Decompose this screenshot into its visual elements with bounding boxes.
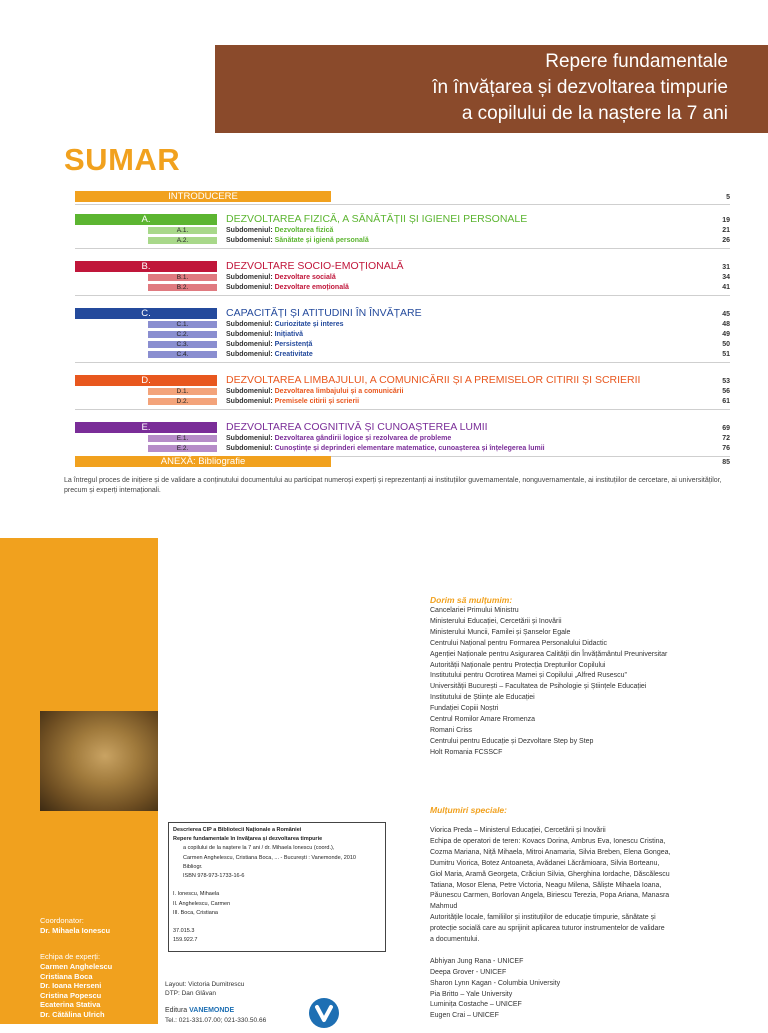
subdomain-page: 48 [722, 321, 730, 328]
subdomain-name: Cunoștințe și deprinderi elementare matematice, cunoașterea și înțelegerea lumii [274, 445, 545, 452]
cip-line: II. Anghelescu, Carmen [173, 900, 231, 907]
subdomain-code: D.1. [148, 388, 217, 395]
subdomain-line [226, 387, 403, 396]
special-thanks-item: Viorica Preda – Ministerul Educației, Cercetării și Inovării [430, 827, 606, 834]
subdomain-prefix: Subdomeniul: [226, 435, 273, 442]
subdomain-prefix: Subdomeniul: [226, 388, 273, 395]
subdomain-name: Sănătate și igienă personală [274, 237, 369, 244]
cip-line: Bibliogr. [183, 863, 203, 870]
subdomain-code: E.1. [148, 435, 217, 442]
expert-name: Cristiana Boca [40, 971, 93, 981]
special-thanks-item: Tatiana, Mosor Elena, Petre Victoria, Neagu Milena, Săliște Mihaela Ioana, [430, 881, 662, 889]
subdomain-name: Premisele citirii și scrierii [274, 398, 360, 405]
thanks-item: Institutului de Științe ale Educației [430, 694, 535, 702]
subdomain-code: A.2. [148, 237, 217, 244]
special-thanks-item: Păunescu Carmen, Borlovan Angela, Biriescu Terezia, Popa Ariana, Manasra [430, 892, 670, 900]
subdomain-code: C.2. [148, 331, 217, 338]
title-line-2: în învățarea și dezvoltarea timpurie [432, 77, 728, 98]
section-page: 69 [722, 425, 730, 432]
toc-rule [75, 248, 730, 249]
special-thanks-item: Sharon Lynn Kagan - Columbia University [430, 979, 561, 987]
special-thanks-item: Pia Britto – Yale University [430, 990, 513, 998]
subdomain-page: 21 [722, 227, 730, 234]
thanks-item: Romani Criss [430, 726, 473, 734]
section-title: DEZVOLTAREA LIMBAJULUI, A COMUNICĂRII ȘI A PREMISELOR CITIRII ȘI SCRIERII [226, 374, 641, 386]
contributors-note: La întregul proces de inițiere și de validare a conținutului documentului au participat numeroși experți și reprezentanți ai instituțiilor guvernamentale, nonguvernamentale, ai instituțiilor de cercetare, ai universităților, precum și experți internaționali. [64, 477, 722, 494]
subdomain-page: 34 [722, 274, 730, 281]
subdomain-name: Dezvoltarea limbajului și a comunicării [274, 388, 404, 395]
section-title: CAPACITĂȚI ȘI ATITUDINI ÎN ÎNVĂȚARE [226, 307, 422, 319]
section-page: 45 [722, 311, 730, 318]
cip-line: ISBN 978-973-1733-16-6 [183, 873, 245, 879]
special-thanks-heading: Mulțumiri speciale: [430, 805, 507, 815]
toc-rule [75, 362, 730, 363]
subdomain-name: Dezvoltarea fizică [274, 227, 334, 234]
subdomain-code: A.1. [148, 227, 217, 234]
cip-line: III. Boca, Cristiana [173, 909, 218, 916]
title-line-1: Repere fundamentale [545, 51, 728, 72]
experts-label: Echipa de experți: [40, 952, 101, 961]
subdomain-page: 56 [722, 388, 730, 395]
section-letter-bar: B. [75, 261, 217, 272]
thanks-item: Holt Romania FCSSCF [430, 748, 503, 756]
section-letter-bar: E. [75, 422, 217, 433]
cip-box [168, 822, 386, 952]
subdomain-line [226, 330, 303, 339]
subdomain-name: Dezvoltare socială [274, 274, 336, 281]
title-banner [215, 45, 768, 133]
section-page: 31 [722, 264, 730, 271]
subdomain-line [226, 283, 349, 292]
subdomain-name: Dezvoltarea gândirii logice și rezolvarea de probleme [274, 435, 452, 442]
special-thanks-item: a documentului. [430, 936, 480, 943]
title-line-3: a copilului de la naștere la 7 ani [461, 103, 728, 124]
section-letter-bar: D. [75, 375, 217, 386]
subdomain-code: B.2. [148, 284, 217, 291]
special-thanks-item: Deepa Grover - UNICEF [430, 968, 507, 976]
subdomain-page: 49 [722, 331, 730, 338]
cip-line: Descrierea CIP a Bibliotecii Naționale a României [173, 827, 302, 833]
thanks-item: Centrului Național pentru Formarea Personalului Didactic [430, 639, 608, 647]
section-letter-bar: A. [75, 214, 217, 225]
special-thanks-item: Dumitru Viorica, Botez Antoaneta, Avădanei Lăcrămioara, Silvia Borteanu, [430, 859, 660, 867]
toc-heading: SUMAR [64, 142, 181, 177]
special-thanks-item: Autoritățile locale, familiilor și instituțiilor de educație timpurie, sănătate și [430, 914, 656, 922]
thanks-item: Ministerului Educației, Cercetării și Inovării [430, 617, 562, 625]
coordonator-name: Dr. Mihaela Ionescu [40, 926, 111, 935]
subdomain-code: B.1. [148, 274, 217, 281]
thanks-item: Ministerului Muncii, Familei și Șanselor Egale [430, 628, 571, 636]
thanks-item: Centrul Romilor Amare Rromenza [430, 716, 536, 723]
subdomain-code: C.3. [148, 341, 217, 348]
subdomain-name: Creativitate [274, 351, 313, 358]
thanks-item: Institutului pentru Ocrotirea Mamei și Copilului „Alfred Rusescu” [430, 672, 627, 680]
special-thanks-item: protecție socială care au sprijinit aplicarea tuturor instrumentelor de validare [430, 925, 665, 933]
anexa-bar: ANEXĂ: Bibliografie [75, 456, 331, 467]
subdomain-page: 61 [722, 398, 730, 405]
special-thanks-item: Eugen Crai – UNICEF [430, 1012, 499, 1020]
cip-line: I. Ionescu, Mihaela [173, 891, 220, 898]
publisher-name: VANEMONDE [189, 1007, 235, 1014]
section-letter-bar: C. [75, 308, 217, 319]
cip-line: 37.015.3 [173, 928, 195, 935]
subdomain-name: Inițiativă [274, 331, 304, 338]
thanks-heading: Dorim să mulțumim: [430, 595, 513, 605]
cip-line: Repere fundamentale în învățarea și dezvoltarea timpurie [173, 836, 323, 843]
cip-line: 159.922.7 [173, 937, 198, 944]
subdomain-code: D.2. [148, 398, 217, 405]
toc-rule [75, 409, 730, 410]
publisher-prefix: Editura [165, 1007, 188, 1014]
thanks-item: Universității București – Facultatea de Psihologie și Științele Educației [430, 683, 647, 691]
introducere-bar: INTRODUCERE [75, 191, 331, 202]
subdomain-prefix: Subdomeniul: [226, 284, 273, 291]
subdomain-prefix: Subdomeniul: [226, 321, 273, 328]
subdomain-prefix: Subdomeniul: [226, 351, 273, 358]
section-title: DEZVOLTARE SOCIO-EMOȚIONALĂ [226, 260, 404, 272]
subdomain-page: 41 [722, 284, 730, 291]
publisher [165, 1007, 234, 1015]
subdomain-name: Dezvoltare emoțională [274, 284, 349, 291]
subdomain-code: C.1. [148, 321, 217, 328]
subdomain-line [226, 236, 369, 245]
subdomain-code: C.4. [148, 351, 217, 358]
section-page: 19 [722, 217, 730, 224]
subdomain-prefix: Subdomeniul: [226, 341, 273, 348]
section-page: 53 [722, 378, 730, 385]
subdomain-name: Persistență [274, 341, 313, 348]
section-title: DEZVOLTAREA COGNITIVĂ ȘI CUNOAȘTEREA LUMII [226, 421, 488, 433]
subdomain-line [226, 320, 343, 329]
subdomain-line [226, 444, 545, 453]
expert-name: Dr. Cătălina Ulrich [40, 1009, 105, 1019]
thanks-item: Cancelariei Primului Ministru [430, 607, 519, 614]
subdomain-line [226, 226, 333, 235]
subdomain-page: 76 [722, 445, 730, 452]
introducere-page: 5 [726, 194, 730, 201]
publisher-phone: Tel.: 021-331.07.00; 021-330.50.66 [165, 1017, 267, 1024]
special-thanks-item: Mahmud [430, 903, 458, 911]
dtp-credit: DTP: Dan Glăvan [165, 990, 216, 997]
subdomain-prefix: Subdomeniul: [226, 227, 273, 234]
subdomain-prefix: Subdomeniul: [226, 445, 273, 452]
special-thanks-item: Cozma Mariana, Niță Mihaela, Mitroi Anamaria, Silvia Breben, Elena Gongea, [430, 848, 671, 856]
section-title: DEZVOLTAREA FIZICĂ, A SĂNĂTĂȚII ȘI IGIENEI PERSONALE [226, 213, 528, 225]
subdomain-page: 26 [722, 237, 730, 244]
anexa-page: 85 [722, 459, 730, 466]
expert-name: Carmen Anghelescu [40, 962, 113, 971]
cip-line: a copilului de la naștere la 7 ani / dr. Mihaela Ionescu (coord.), [183, 845, 335, 852]
subdomain-line [226, 434, 451, 443]
subdomain-page: 51 [722, 351, 730, 358]
toc-rule [75, 295, 730, 296]
expert-name: Dr. Ioana Herseni [40, 981, 102, 990]
thanks-item: Autorității Naționale pentru Protecția Drepturilor Copilului [430, 661, 606, 669]
coordonator-label: Coordonator: [40, 916, 84, 925]
subdomain-page: 50 [722, 341, 730, 348]
expert-name: Cristina Popescu [40, 990, 102, 1000]
cip-line: Carmen Anghelescu, Cristiana Boca, ... - București : Vanemonde, 2010 [183, 854, 356, 861]
subdomain-prefix: Subdomeniul: [226, 331, 273, 338]
thanks-item: Centrului pentru Educație și Dezvoltare Step by Step [430, 737, 594, 745]
expert-name: Ecaterina Stativa [40, 1000, 101, 1009]
special-thanks-item: Giol Maria, Aramă Georgeta, Crăciun Silvia, Gherghina Iordache, Dăscălescu [430, 870, 670, 878]
subdomain-name: Curiozitate și interes [274, 321, 344, 328]
thanks-item: Agenției Naționale pentru Asigurarea Calității din Învățământul Preuniversitar [430, 650, 668, 658]
special-thanks-item: Luminița Costache – UNICEF [430, 1001, 522, 1009]
special-thanks-item: Abhiyan Jung Rana - UNICEF [430, 957, 524, 965]
thanks-item: Fundației Copiii Noștri [430, 705, 499, 713]
subdomain-code: E.2. [148, 445, 217, 452]
special-thanks-item: Echipa de operatori de teren: Kovacs Dorina, Ambrus Eva, Ionescu Cristina, [430, 837, 666, 845]
child-photo [40, 711, 158, 811]
subdomain-line [226, 273, 336, 282]
subdomain-prefix: Subdomeniul: [226, 398, 273, 405]
subdomain-line [226, 350, 313, 359]
subdomain-line [226, 397, 359, 406]
toc-rule [75, 204, 730, 205]
layout-credit: Layout: Victoria Dumitrescu [165, 981, 245, 988]
subdomain-page: 72 [722, 435, 730, 442]
subdomain-line [226, 340, 312, 349]
subdomain-prefix: Subdomeniul: [226, 237, 273, 244]
subdomain-prefix: Subdomeniul: [226, 274, 273, 281]
